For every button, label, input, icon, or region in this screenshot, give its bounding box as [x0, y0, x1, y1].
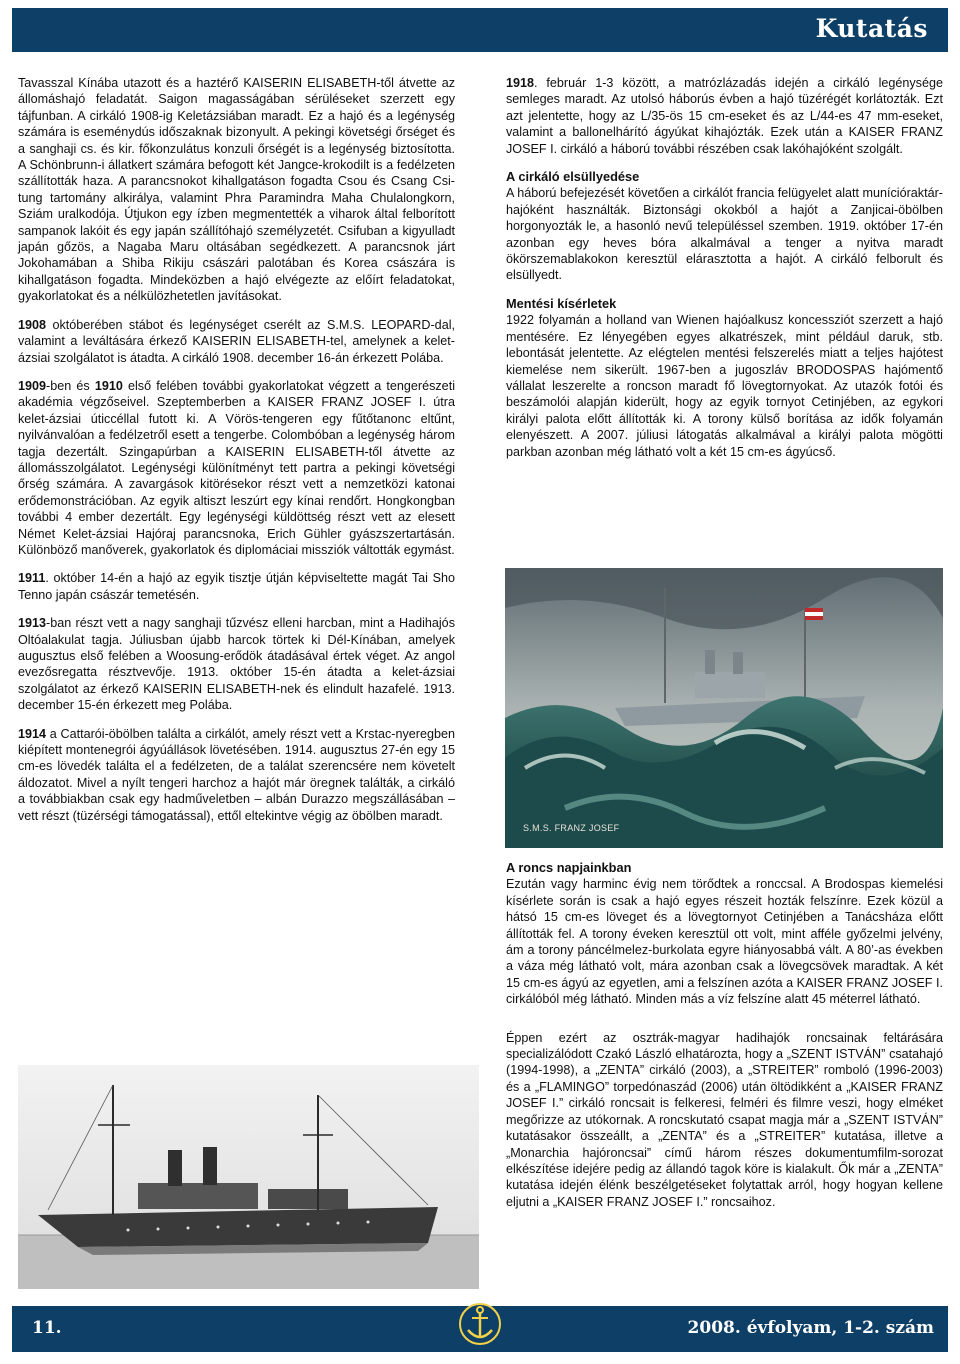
year: 1914 [18, 726, 47, 741]
paragraph-text: -ban részt vett a nagy sanghaji tűzvész elleni harcban, mint a Hadihajós Oltóalakulat tagja. Júliusban újabb harcok törtek ki Dél-Kínában, amelyek augusztus első felében a Woosung-erődök átadásával értek véget. Az angol evezősregatta résztvevője. 1913. október 15-én átadta a kelet-ázsiai szolgálatot az érkező KAISERIN ELISABETH-nek és elindult hazafelé. 1913. december 15-én érkezett meg Polába. [18, 616, 455, 713]
paragraph-text: . október 14-én a hajó az egyik tisztje útján képviseltette magát Tai Sho Tenno japán császár temetésén. [18, 571, 455, 602]
anchor-icon [458, 1296, 502, 1352]
year: 1911 [18, 571, 46, 586]
paragraph-text: Éppen ezért az osztrák-magyar hadihajók roncsainak feltárására specializálódott Czakó László elhatározta, hogy a „SZENT ISTVÁN” csatahajó (1994-1998), a „ZENTA” cirkáló (2003), a „STREITER” romboló (1996-2003) és a „FLAMINGO” torpedónaszád (2006) után öltödikként a „KAISER FRANZ JOSEF I.” cirkáló roncsait is felkeresi, felméri és filmre veszi, hogy elméket megőrizze az utókornak. A roncskutató csapat magja már a „SZENT ISTVÁN” kutatásakor összeállt, a „ZENTA” és a „STREITER” kutatása, illetve a „Monarchia hajóroncsai” című három részes dokumentumfilm-sorozat elkészítése idejére pedig az állandó tagok köre is kialakult. Ők már a „ZENTA” kutatása idején élénk beszélgetéseket folytattak arról, hogy hogyan kellene eljutni a „KAISER FRANZ JOSEF I.” roncsaihoz. [506, 1030, 943, 1209]
paragraph [506, 185, 943, 283]
paragraph-text: első felében további gyakorlatokat végzett a tengerészeti akadémia végzőseivel. Szeptemberben a KAISER FRANZ JOSEF I. útra kelet-ázsiai úticcéllal futott ki. A Vörös-tengeren egy fűtőtanonc eltűnt, nyilvánvalóan a fedélzetről esett a tengerbe. Colombóban a legénység három tagja dezertált. Szingapúrban a KAISERIN ELISABETH-től átvette az állomásszolgálatot. Legénységi különítményt tett partra a pekingi követségi őrség számára. A zavargások kitörésekor részt vett a nemzetközi katonai erődemonstrációban. Az egyik altiszt leszúrt egy kínai rendőrt. Hongkongban további 4 ember dezertált. Egy legénységi küldöttség részt vett az elesett Német Kelet-ázsiai Hajóraj parancsnoka, Erich Gühler gyászszertartásán. Különböző manőverek, gyakorlatok és diplomáciai missziók váltották egymást. [18, 378, 455, 557]
paragraph [18, 75, 455, 305]
paragraph [18, 570, 455, 603]
paragraph [18, 615, 455, 713]
paragraph [506, 312, 943, 460]
paragraph-text: Tavasszal Kínába utazott és a haztérő KAISERIN ELISABETH-től átvette az állomáshajó feladatát. Saigon magasságában sérüléseket szerzett egy tájfunban. A cirkáló 1908-ig Keletázsiában maradt. Ez a hajó és a legénység számára is eseménydús időszaknak bizonyult. A pekingi követségi őrséget és a sanghaji cs. és kir. főkonzulátus konzuli őrségét is a legénység biztosította. A Schönbrunn-i állatkert számára befogott két Jangce-krokodilt is a fedélzeten szállították haza. A parancsnokot kihallgatáson fogadta Csou és Csang Csi-tung tartomány alkirálya, valamint Phra Paramindra Maha Chulalongkorn, Sziám uralkodója. Útjukon egy ízben megmentették a viharok által felborított sampanok lakóit és egy japán szállítóhajó személyzetét. Csifuban a kigyulladt japán gőzös, a Nagaba Maru oltásában segédkezett. A parancsnok járt Jokohamában a Shiba Rikiju császári palotában és Korea császára is kihallgatáson fogadta. Mindeközben a hajó elvégezte az előírt feladatokat, gyakorlatokat és a nélkülözhetetlen javításokat. [18, 76, 455, 304]
ship-photograph [18, 1065, 479, 1289]
paragraph-text: -ben és [46, 378, 95, 393]
paragraph-text: Ezután vagy harminc évig nem törődtek a ronccsal. A Brodospas kiemelési kísérlete során is csak a hajó egyes részeit hozták felszínre. Ezek közül a hátsó 15 cm-es löveget és a lövegtornyot Cetinjében a Tanácsháza előtt állították fel. A torony éveken keresztül ott volt, mint afféle győzelmi jelvény, ám a torony páncélmelez-burkolata egyre hiányosabbá vált. A 80’-as években a váza még látható volt, mára azonban csak a lövegcsövek maradtak. A két 15 cm-es ágyú az egyetlen, ami a felszínen azóta a KAISER FRANZ JOSEF I. cirkálóból még látható. Minden más a víz felszíne alatt 45 méterrel látható. [506, 877, 943, 1007]
header-bar [12, 8, 948, 52]
painting-caption: S.M.S. FRANZ JOSEF [523, 823, 620, 833]
ship-painting-image [505, 568, 943, 848]
paragraph-text: a Cattarói-öbölben találta a cirkálót, amely részt vett a Krstac-nyeregben kiépített montenegrói ágyúállások lövetésében. 1914. augusztus 27-én egy 15 cm-es lövedék találta el a fedélzeten, de a találat szerencsére nem követelt áldozatot. Mivel a nyílt tengeri harchoz a hajót már öregnek találták, a cirkáló a továbbiakban csak egy hadműveletben – albán Durazzo megszállásában – vett részt (tüzérségi támogatással), ettől eltekintve végig az öbölben maradt. [18, 726, 455, 823]
paragraph-text: 1922 folyamán a holland van Wienen hajóalkusz koncessziót szerzett a hajó mentésére. Ez lényegében egyes alkatrészek, mint például daruk, stb. lebontását jelentette. Az elégtelen mentési felszerelés miatt a teljes hajótest kiemelése nem sikerült. 1967-ben a jugoszláv BRODOSPAS hajómentő vállalat leszerelte a roncson maradt fő lövegtornyokat. Az utazók fotói és beszámolói alapján kiderült, hogy az egyik tornyot Cetinjében, az egykori királyi palota előtt állították ki. A torony külső borítása az idők folyamán elenyészett. A 2007. júliusi látogatás alkalmával a királyi palota mögötti parkban azonban még látható volt a két 15 cm-es ágyúcső. [506, 313, 943, 459]
subheading-wreck: A roncs napjainkban [506, 860, 632, 875]
ship-painting [505, 568, 943, 848]
right-column-top [506, 75, 943, 472]
paragraph [506, 876, 943, 1007]
year: 1918 [506, 76, 535, 90]
subheading-rescue: Mentési kísérletek [506, 295, 617, 311]
year: 1910 [94, 378, 123, 393]
paragraph-text: A háború befejezését követően a cirkálót francia felügyelet alatt munícióraktár-hajóként használták. Biztonsági okokból a hajót a Zanjicai-öbölben horgonyozták le, a hasonló nevű településsel szemben. 1919. október 17-én azonban egy heves bóra alkalmával a tenger a nyitva maradt ökörszemablakokon keresztül elárasztotta a hajót. A cirkáló felborult és elsüllyedt. [506, 186, 943, 283]
left-column [18, 75, 455, 836]
year: 1913 [18, 616, 47, 631]
paragraph [506, 1030, 943, 1210]
edition-label: 2008. évfolyam, 1-2. szám [687, 1318, 934, 1338]
year: 1909 [18, 378, 47, 393]
paragraph [18, 317, 455, 366]
ship-photograph-image [18, 1065, 479, 1289]
subheading-sinking: A cirkáló elsüllyedése [506, 169, 640, 185]
paragraph [18, 726, 455, 824]
paragraph-text: . február 1-3 között, a matrózlázadás idején a cirkáló legénysége semleges maradt. Az utolsó háborús évben a hajó tüzérégét korlátozták. Ezt azt jelentette, hogy az L/35-ös 15 cm-eseket és az L/44-es 47 mm-eseket, valamint a ballonelhárító ágyúkat kihajózták. Ezek után a KAISER FRANZ JOSEF I. cirkáló a háború további részében csak lakóhajóként szolgált. [506, 76, 943, 156]
right-column-bottom [506, 860, 943, 1222]
paragraph [18, 378, 455, 558]
paragraph-text: októberében stábot és legénységet cserélt az S.M.S. LEOPARD-dal, valamint a leváltására érkező KAISERIN ELISABETH-tel, amelynek a kelet-ázsiai szolgálatot is átadta. A cirkáló 1908. december 16-án érkezett Polába. [18, 317, 455, 365]
page-number: 11. [32, 1318, 62, 1338]
year: 1908 [18, 317, 47, 332]
paragraph [506, 75, 943, 157]
section-title: Kutatás [815, 14, 928, 43]
